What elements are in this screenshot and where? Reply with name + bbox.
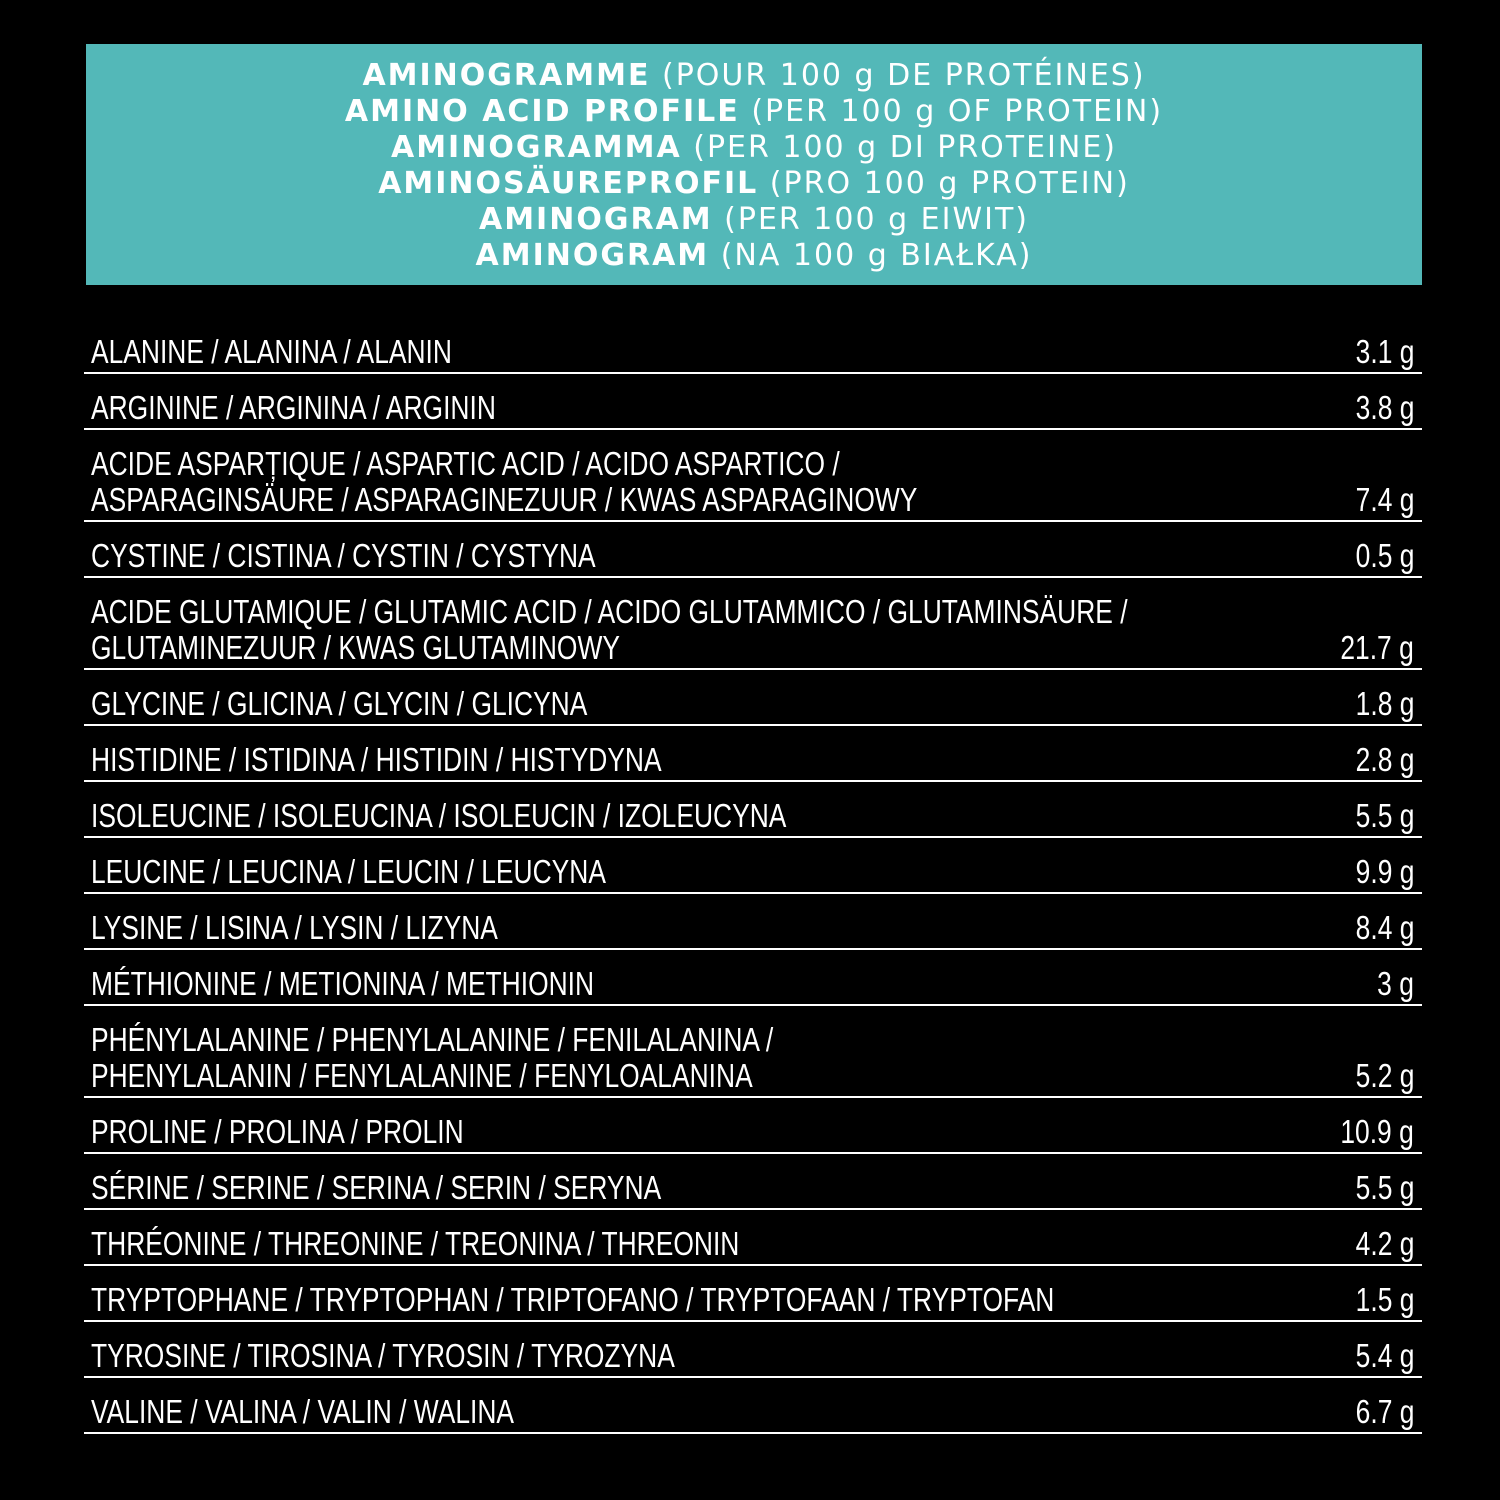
amino-acid-name-line-1: LYSINE / LISINA / LYSIN / LIZYNA [91,909,498,946]
amino-acid-name [91,446,917,518]
header-title: AMINOGRAM [478,201,713,237]
header-subtitle: (PRO 100 g PROTEIN) [758,165,1130,201]
table-row [84,1266,1422,1322]
amino-acid-value: 5.5 g [1355,1169,1414,1206]
header-line-de [378,166,1130,202]
header-subtitle: (PER 100 g DI PROTEINE) [681,129,1118,165]
amino-acid-value: 1.8 g [1355,685,1414,722]
amino-acid-name [91,854,606,890]
amino-acid-name [91,966,594,1002]
header-subtitle: (PER 100 g OF PROTEIN) [739,93,1164,129]
amino-acid-name [91,1170,661,1206]
amino-acid-value: 8.4 g [1355,909,1414,946]
amino-acid-name-line-2: PHENYLALANIN / FENYLALANINE / FENYLOALANINA [91,1057,753,1094]
amino-acid-name [91,1338,675,1374]
table-row [84,374,1422,430]
amino-acid-name [91,1394,514,1430]
amino-acid-name-line-1: GLYCINE / GLICINA / GLYCIN / GLICYNA [91,685,588,722]
table-row [84,782,1422,838]
amino-acid-name [91,910,498,946]
table-row [84,838,1422,894]
header-line-en [345,94,1163,130]
header-line-fr [362,58,1145,94]
amino-acid-value: 21.7 g [1340,629,1414,666]
amino-acid-name-line-1: SÉRINE / SERINE / SERINA / SERIN / SERYNA [91,1169,662,1206]
header-line-nl [479,202,1029,238]
table-row [84,522,1422,578]
amino-acid-name-line-1: VALINE / VALINA / VALIN / WALINA [91,1393,515,1430]
amino-acid-value: 3 g [1377,965,1414,1002]
table-row [84,726,1422,782]
amino-acid-name [91,1282,1054,1318]
amino-acid-name-line-1: HISTIDINE / ISTIDINA / HISTIDIN / HISTYDYNA [91,741,662,778]
header-line-it [391,130,1117,166]
amino-acid-value: 10.9 g [1340,1113,1414,1150]
header-title: AMINO ACID PROFILE [344,93,740,129]
amino-acid-name-line-1: PROLINE / PROLINA / PROLIN [91,1113,464,1150]
amino-acid-name [91,686,587,722]
table-row [84,950,1422,1006]
amino-acid-table [84,318,1422,1434]
amino-acid-value: 6.7 g [1355,1393,1414,1430]
amino-acid-name-line-1: LEUCINE / LEUCINA / LEUCIN / LEUCYNA [91,853,606,890]
amino-acid-value: 5.2 g [1355,1057,1414,1094]
amino-acid-name [91,334,452,370]
amino-acid-name-line-1: ACIDE GLUTAMIQUE / GLUTAMIC ACID / ACIDO GLUTAMMICO / GLUTAMINSÄURE / [91,593,1128,630]
amino-acid-name-line-1: ACIDE ASPARȚIQUE / ASPARTIC ACID / ACIDO ASPARTICO / [91,445,840,482]
header-line-pl [476,238,1033,274]
header-title: AMINOGRAMME [362,57,651,93]
amino-acid-name [91,798,786,834]
table-row [84,1154,1422,1210]
amino-acid-name [91,538,596,574]
amino-acid-name-line-2: GLUTAMINEZUUR / KWAS GLUTAMINOWY [91,629,620,666]
amino-acid-name-line-2: ASPARAGINSÄURE / ASPARAGINEZUUR / KWAS ASPARAGINOWY [91,481,918,518]
amino-acid-name-line-1: TRYPTOPHANE / TRYPTOPHAN / TRIPTOFANO / TRYPTOFAAN / TRYPTOFAN [91,1281,1055,1318]
table-row [84,1210,1422,1266]
table-row [84,1322,1422,1378]
amino-acid-name-line-1: ALANINE / ALANINA / ALANIN [91,333,452,370]
amino-acid-name [91,742,662,778]
amino-acid-name-line-1: CYSTINE / CISTINA / CYSTIN / CYSTYNA [91,537,596,574]
header-subtitle: (POUR 100 g DE PROTÉINES) [650,57,1146,93]
amino-acid-name-line-1: ISOLEUCINE / ISOLEUCINA / ISOLEUCIN / IZOLEUCYNA [91,797,787,834]
amino-acid-value: 3.1 g [1355,333,1414,370]
amino-acid-name-line-1: THRÉONINE / THREONINE / TREONINA / THREONIN [91,1225,740,1262]
header-banner [86,44,1422,285]
amino-acid-name [91,1114,464,1150]
amino-acid-value: 7.4 g [1355,481,1414,518]
amino-acid-value: 2.8 g [1355,741,1414,778]
amino-acid-name-line-1: TYROSINE / TIROSINA / TYROSIN / TYROZYNA [91,1337,675,1374]
amino-acid-name [91,1022,773,1094]
table-row [84,670,1422,726]
header-subtitle: (PER 100 g EIWIT) [712,201,1030,237]
header-subtitle: (NA 100 g BIAŁKA) [709,237,1033,273]
header-title: AMINOGRAM [475,237,710,273]
amino-acid-value: 1.5 g [1355,1281,1414,1318]
table-row [84,894,1422,950]
table-row [84,1098,1422,1154]
amino-acid-value: 0.5 g [1355,537,1414,574]
header-title: AMINOSÄUREPROFIL [378,165,759,201]
header-title: AMINOGRAMMA [390,129,682,165]
table-row [84,1378,1422,1434]
table-row [84,1006,1422,1098]
amino-acid-name-line-1: MÉTHIONINE / METIONINA / METHIONIN [91,965,595,1002]
amino-acid-name [91,1226,739,1262]
amino-acid-value: 5.4 g [1355,1337,1414,1374]
amino-acid-value: 4.2 g [1355,1225,1414,1262]
table-row [84,578,1422,670]
amino-acid-value: 3.8 g [1355,389,1414,426]
table-row [84,318,1422,374]
amino-acid-name [91,390,496,426]
amino-acid-name [91,594,1128,666]
amino-acid-name-line-1: PHÉNYLALANINE / PHENYLALANINE / FENILALANINA / [91,1021,774,1058]
table-row [84,430,1422,522]
amino-acid-value: 5.5 g [1355,797,1414,834]
amino-acid-name-line-1: ARGININE / ARGININA / ARGININ [91,389,496,426]
amino-acid-value: 9.9 g [1355,853,1414,890]
